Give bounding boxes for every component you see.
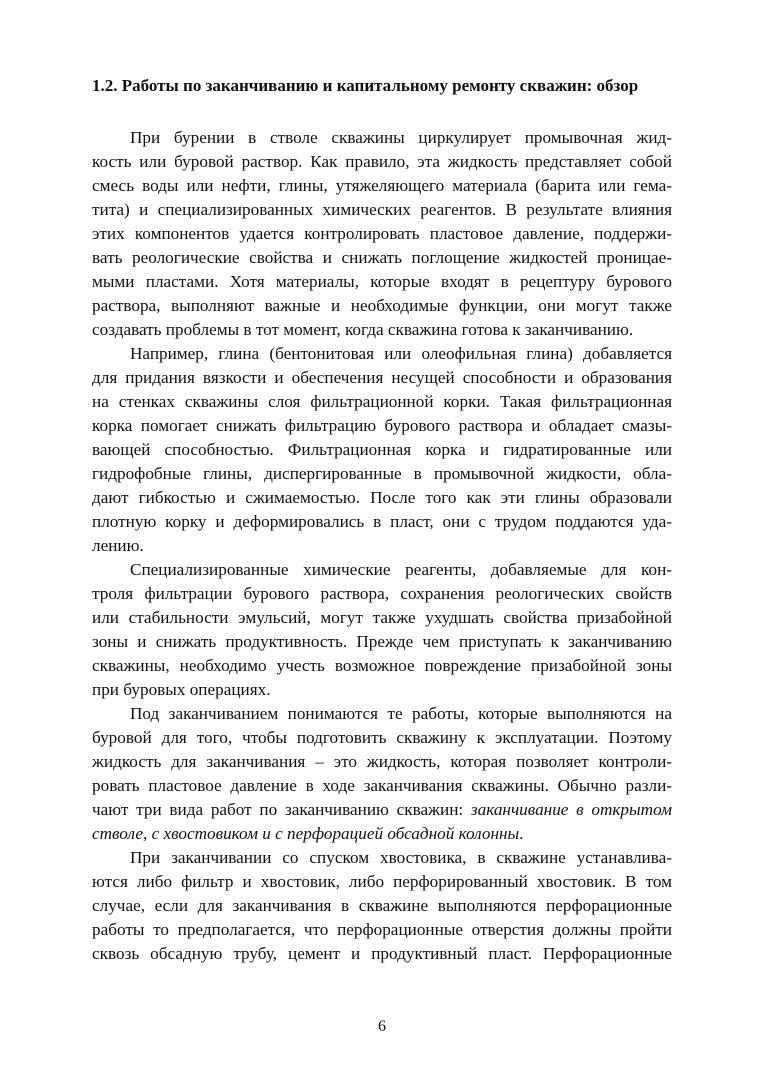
text-line: Специализированные химические реагенты, добавляемые для кон- (130, 560, 672, 579)
text-line: При заканчивании со спуском хвостовика, в скважине устанавлива- (130, 848, 672, 867)
text-span: чают три вида работ по заканчиванию скважин: (92, 800, 471, 819)
text-line: сквозь обсадную трубу, цемент и продуктивный пласт. Перфорационные (92, 944, 672, 963)
text-line: этих компонентов удается контролировать пластовое давление, поддержи- (92, 224, 672, 243)
text-line: зоны и снижать продуктивность. Прежде чем приступать к заканчиванию (92, 632, 672, 651)
text-line: или стабильности эмульсий, могут также ухудшать свойства призабойной (92, 608, 672, 627)
text-line: гидрофобные глины, диспергированные в промывочной жидкости, обла- (92, 464, 672, 483)
text-line: создавать проблемы в тот момент, когда скважина готова к заканчиванию. (92, 320, 634, 339)
text-line: работы то предполагается, что перфорационные отверстия должны пройти (92, 920, 672, 939)
text-line: ются либо фильтр и хвостовик, либо перфорированный хвостовик. В том (92, 872, 672, 891)
section-title: 1.2. Работы по заканчиванию и капитальному ремонту скважин: обзор (92, 76, 639, 95)
italic-span: заканчивание в открытом (470, 800, 672, 819)
text-line: скважины, необходимо учесть возможное повреждение призабойной зоны (92, 656, 672, 675)
text-line: Например, глина (бентонитовая или олеофильная глина) добавляется (130, 344, 672, 363)
text-line: для придания вязкости и обеспечения несущей способности и образования (92, 368, 672, 387)
text-line: троля фильтрации бурового раствора, сохранения реологических свойств (92, 584, 672, 603)
text-line (92, 822, 672, 846)
text-line: раствора, выполняют важные и необходимые функции, они могут также (92, 296, 672, 315)
text-line: ровать пластовое давление в ходе заканчивания скважины. Обычно разли- (92, 776, 672, 795)
text-line: плотную корку и деформировались в пласт, они с трудом поддаются уда- (92, 512, 672, 531)
text-line: смесь воды или нефти, глины, утяжеляющего материала (барита или гема- (92, 176, 672, 195)
text-line: кость или буровой раствор. Как правило, эта жидкость представляет собой (92, 152, 672, 171)
text-line: лению. (92, 536, 144, 555)
italic-span: стволе, с хвостовиком и с перфорацией обсадной колонны (92, 824, 520, 843)
text-line: случае, если для заканчивания в скважине выполняются перфорационные (92, 896, 672, 915)
text-line: вающей способностью. Фильтрационная корка и гидратированные или (92, 440, 672, 459)
text-line: тита) и специализированных химических реагентов. В результате влияния (92, 200, 672, 219)
text-line: жидкость для заканчивания – это жидкость, которая позволяет контроли- (92, 752, 672, 771)
text-line: при буровых операциях. (92, 680, 271, 699)
text-line: мыми пластами. Хотя материалы, которые входят в рецептуру бурового (92, 272, 672, 291)
text-line: При бурении в стволе скважины циркулирует промывочная жид- (130, 128, 672, 147)
text-line: Под заканчиванием понимаются те работы, которые выполняются на (130, 704, 672, 723)
text-line: вать реологические свойства и снижать поглощение жидкостей проницае- (92, 248, 672, 267)
text-line: дают гибкостью и сжимаемостью. После того как эти глины образовали (92, 488, 672, 507)
text-line: корка помогает снижать фильтрацию бурового раствора и обладает смазы- (92, 416, 672, 435)
text-span: . (519, 824, 524, 843)
text-line: на стенках скважины слоя фильтрационной корки. Такая фильтрационная (92, 392, 672, 411)
page-number: 6 (378, 1018, 386, 1035)
text-line: буровой для того, чтобы подготовить скважину к эксплуатации. Поэтому (92, 728, 672, 747)
text-line (92, 798, 672, 822)
